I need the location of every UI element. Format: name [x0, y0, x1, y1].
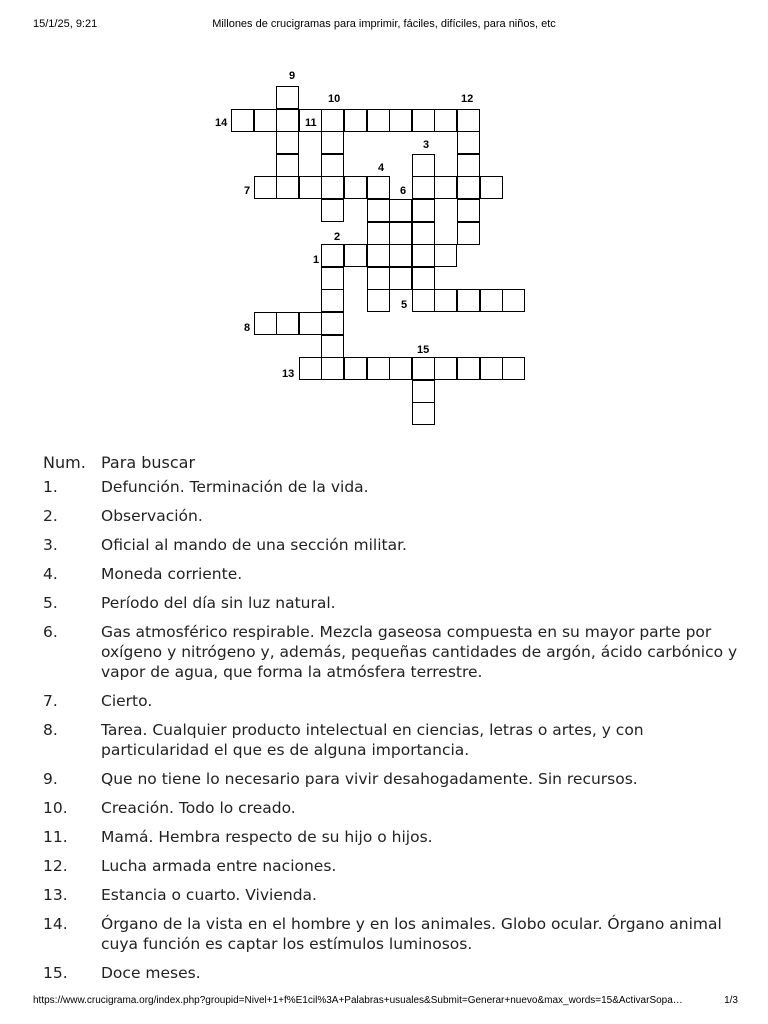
crossword-cell[interactable] — [367, 357, 390, 380]
crossword-cell[interactable] — [276, 109, 299, 132]
crossword-cell[interactable] — [412, 289, 435, 312]
page-number: 1/3 — [724, 995, 738, 1006]
clue-number: 8. — [43, 721, 58, 739]
clue-text: Creación. Todo lo creado. — [101, 799, 296, 817]
crossword-cell[interactable] — [457, 154, 480, 177]
clue-item — [43, 856, 743, 876]
crossword-cell[interactable] — [502, 357, 525, 380]
crossword-cell[interactable] — [276, 312, 299, 335]
crossword-cell[interactable] — [321, 131, 344, 154]
clue-list-header — [43, 448, 743, 477]
clue-number-label: 11 — [305, 117, 317, 129]
crossword-cell[interactable] — [321, 357, 344, 380]
clue-number: 6. — [43, 623, 58, 641]
clue-text: Tarea. Cualquier producto intelectual en ciencias, letras o artes, y con particularidad el que es de alguna importancia. — [101, 721, 644, 759]
crossword-cell[interactable] — [299, 176, 322, 199]
crossword-cell[interactable] — [321, 244, 344, 267]
clue-number: 14. — [43, 915, 68, 933]
clue-number: 7. — [43, 692, 58, 710]
crossword-cell[interactable] — [367, 199, 390, 222]
crossword-cell[interactable] — [276, 154, 299, 177]
crossword-cell[interactable] — [457, 176, 480, 199]
clue-item — [43, 720, 743, 760]
crossword-cell[interactable] — [231, 109, 254, 132]
clue-item — [43, 885, 743, 905]
clue-text: Defunción. Terminación de la vida. — [101, 478, 369, 496]
crossword-cell[interactable] — [412, 176, 435, 199]
crossword-cell[interactable] — [389, 267, 412, 290]
crossword-cell[interactable] — [412, 154, 435, 177]
crossword-cell[interactable] — [321, 289, 344, 312]
crossword-cell[interactable] — [321, 335, 344, 358]
crossword-cell[interactable] — [321, 109, 344, 132]
crossword-cell[interactable] — [412, 380, 435, 403]
clue-item — [43, 535, 743, 555]
clue-item — [43, 963, 743, 983]
crossword-cell[interactable] — [389, 244, 412, 267]
crossword-cell[interactable] — [434, 357, 457, 380]
crossword-cell[interactable] — [344, 176, 367, 199]
crossword-cell[interactable] — [367, 267, 390, 290]
crossword-cell[interactable] — [321, 199, 344, 222]
clue-number: 3. — [43, 536, 58, 554]
crossword-cell[interactable] — [412, 199, 435, 222]
clue-number: 9. — [43, 770, 58, 788]
crossword-cell[interactable] — [457, 289, 480, 312]
clue-text: Observación. — [101, 507, 203, 525]
num-column-header: Num. — [43, 453, 86, 472]
clue-number: 11. — [43, 828, 68, 846]
crossword-cell[interactable] — [502, 289, 525, 312]
crossword-cell[interactable] — [344, 244, 367, 267]
clue-item — [43, 769, 743, 789]
crossword-cell[interactable] — [457, 131, 480, 154]
clue-text: Oficial al mando de una sección militar. — [101, 536, 407, 554]
clue-number-label: 13 — [282, 368, 295, 380]
crossword-cell[interactable] — [389, 109, 412, 132]
crossword-cell[interactable] — [254, 109, 277, 132]
clue-number-label: 6 — [400, 185, 407, 197]
crossword-cell[interactable] — [254, 176, 277, 199]
clue-number-label: 4 — [378, 162, 385, 174]
crossword-cell[interactable] — [367, 222, 390, 245]
clue-text: Doce meses. — [101, 964, 201, 982]
crossword-cell[interactable] — [299, 357, 322, 380]
crossword-cell[interactable] — [457, 109, 480, 132]
crossword-cell[interactable] — [434, 244, 457, 267]
clue-text: Lucha armada entre naciones. — [101, 857, 337, 875]
clue-item — [43, 477, 743, 497]
crossword-cell[interactable] — [457, 199, 480, 222]
crossword-cell[interactable] — [321, 312, 344, 335]
crossword-cell[interactable] — [412, 357, 435, 380]
crossword-cell[interactable] — [434, 176, 457, 199]
clue-number-label: 2 — [334, 231, 341, 243]
clue-column-header: Para buscar — [101, 453, 196, 472]
clue-number: 15. — [43, 964, 68, 982]
crossword-cell[interactable] — [321, 176, 344, 199]
clue-text: Gas atmosférico respirable. Mezcla gaseosa compuesta en su mayor parte por oxígeno y nitrógeno y, además, pequeñas cantidades de argón, ácido carbónico y vapor de agua, que forma la atmósfera terrestre. — [101, 623, 738, 681]
clue-text: Órgano de la vista en el hombre y en los animales. Globo ocular. Órgano animal cuya función es captar los estímulos luminosos. — [101, 915, 722, 953]
crossword-cell[interactable] — [457, 222, 480, 245]
clue-number: 12. — [43, 857, 68, 875]
crossword-cell[interactable] — [412, 267, 435, 290]
clue-item — [43, 622, 743, 682]
crossword-cell[interactable] — [389, 357, 412, 380]
clue-number: 1. — [43, 478, 58, 496]
page-title: Millones de crucigramas para imprimir, fáciles, difíciles, para niños, etc — [212, 18, 556, 30]
clue-number: 5. — [43, 594, 58, 612]
clue-number-label: 14 — [215, 117, 228, 129]
clue-number-label: 8 — [244, 322, 251, 334]
crossword-cell[interactable] — [480, 289, 503, 312]
print-datetime: 15/1/25, 9:21 — [33, 18, 98, 30]
clue-number: 10. — [43, 799, 68, 817]
clue-number-label: 3 — [423, 139, 430, 151]
clue-number: 13. — [43, 886, 68, 904]
clue-number-label: 1 — [313, 254, 320, 266]
clue-text: Período del día sin luz natural. — [101, 594, 336, 612]
crossword-cell[interactable] — [276, 176, 299, 199]
crossword-cell[interactable] — [412, 244, 435, 267]
crossword-cell[interactable] — [480, 357, 503, 380]
crossword-cell[interactable] — [344, 357, 367, 380]
crossword-cell[interactable] — [457, 357, 480, 380]
clue-number-label: 12 — [461, 93, 474, 105]
clue-list — [43, 448, 743, 992]
crossword-cell[interactable] — [434, 109, 457, 132]
crossword-cell[interactable] — [344, 109, 367, 132]
crossword-cell[interactable] — [389, 222, 412, 245]
clue-number-label: 15 — [417, 344, 430, 356]
crossword-cell[interactable] — [321, 154, 344, 177]
crossword-cell[interactable] — [254, 312, 277, 335]
clue-number: 2. — [43, 507, 58, 525]
crossword-cell[interactable] — [367, 176, 390, 199]
crossword-cell[interactable] — [276, 86, 299, 109]
crossword-cell[interactable] — [321, 267, 344, 290]
clue-number-label: 10 — [328, 93, 341, 105]
crossword-cell[interactable] — [367, 244, 390, 267]
clue-text: Estancia o cuarto. Vivienda. — [101, 886, 317, 904]
clue-text: Que no tiene lo necesario para vivir desahogadamente. Sin recursos. — [101, 770, 638, 788]
clue-item — [43, 564, 743, 584]
crossword-cell[interactable] — [367, 109, 390, 132]
clue-item — [43, 593, 743, 613]
clue-item — [43, 798, 743, 818]
clue-text: Cierto. — [101, 692, 153, 710]
footer-url: https://www.crucigrama.org/index.php?groupid=Nivel+1+f%E1cil%3A+Palabras+usuales&Submit=Generar+nuevo&max_words=15&ActivarSopa… — [33, 995, 683, 1006]
crossword-cell[interactable] — [412, 109, 435, 132]
clue-item — [43, 691, 743, 711]
crossword-cell[interactable] — [412, 402, 435, 425]
clue-item — [43, 506, 743, 526]
clue-item — [43, 827, 743, 847]
crossword-cell[interactable] — [412, 222, 435, 245]
clue-text: Mamá. Hembra respecto de su hijo o hijos. — [101, 828, 433, 846]
clue-number-label: 5 — [401, 299, 408, 311]
crossword-cell[interactable] — [389, 199, 412, 222]
crossword-cell[interactable] — [299, 312, 322, 335]
clue-number-label: 7 — [244, 185, 251, 197]
clue-number: 4. — [43, 565, 58, 583]
clue-number-label: 9 — [289, 70, 296, 82]
crossword-cell[interactable] — [276, 131, 299, 154]
crossword-grid — [0, 0, 768, 440]
crossword-cell[interactable] — [367, 289, 390, 312]
crossword-cell[interactable] — [480, 176, 503, 199]
clue-text: Moneda corriente. — [101, 565, 243, 583]
crossword-cell[interactable] — [434, 289, 457, 312]
clue-item — [43, 914, 743, 954]
